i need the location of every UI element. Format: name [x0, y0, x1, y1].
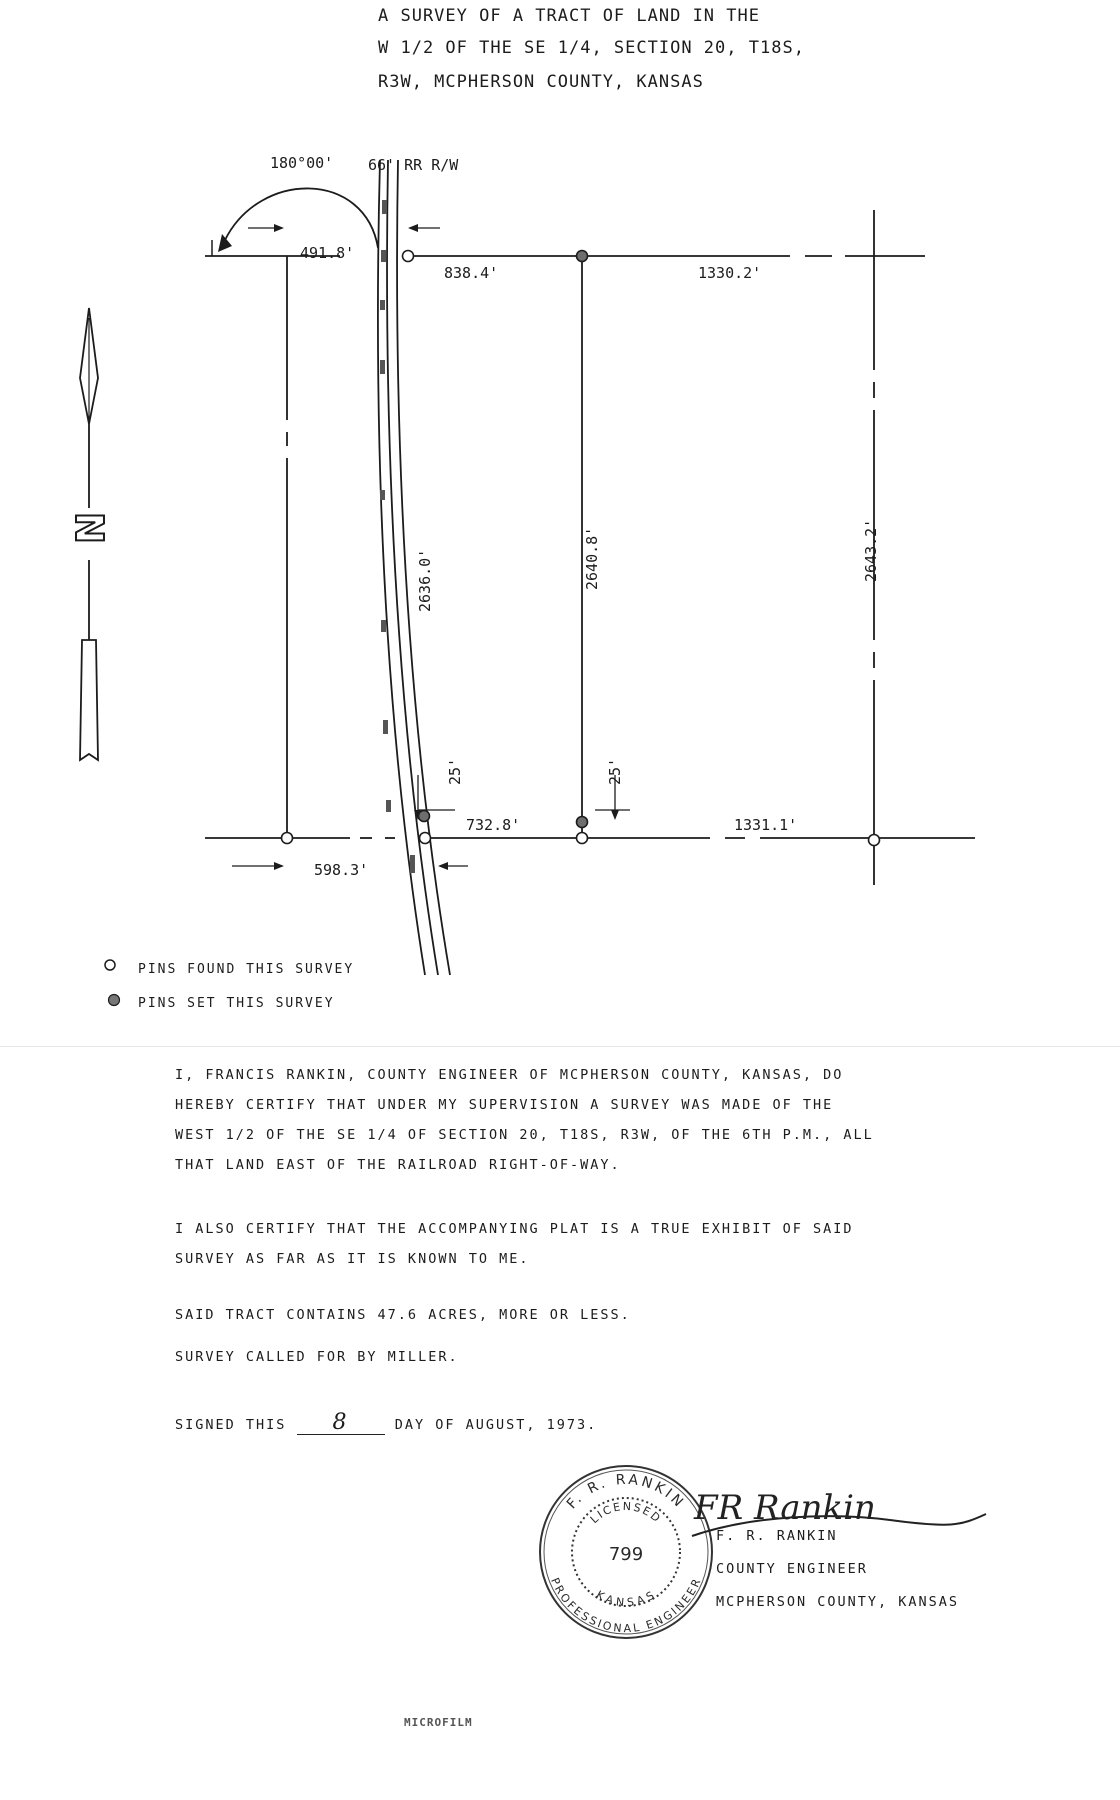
- microfilm-mark: MICROFILM: [404, 1716, 473, 1729]
- signature-county: MCPHERSON COUNTY, KANSAS: [716, 1594, 960, 1610]
- angle-arc: [225, 188, 378, 248]
- offset-right: 25': [606, 757, 624, 785]
- arrow-right-icon: [274, 224, 284, 232]
- arrow-left-icon: [408, 224, 418, 232]
- cert-p2-line-2: SURVEY AS FAR AS IT IS KNOWN TO ME.: [175, 1251, 530, 1267]
- bottom-mid-distance: 732.8': [466, 816, 521, 834]
- seal-outer-bottom: PROFESSIONAL ENGINEER: [548, 1575, 704, 1636]
- pin-set: [577, 817, 588, 828]
- title-line-2: W 1/2 OF THE SE 1/4, SECTION 20, T18S,: [378, 38, 805, 58]
- survey-called-for: SURVEY CALLED FOR BY MILLER.: [175, 1349, 459, 1365]
- north-letter: N: [67, 512, 111, 544]
- signature-name: F. R. RANKIN: [716, 1528, 838, 1544]
- angle-arrow-icon: [218, 234, 232, 252]
- svg-text:KANSAS: [594, 1588, 658, 1609]
- rr-row-label: 66' RR R/W: [368, 156, 459, 174]
- certificate-paragraph-2: [175, 1214, 854, 1274]
- arrow-down-icon: [611, 810, 619, 820]
- pin-found: [420, 833, 431, 844]
- seal-number: 799: [608, 1544, 644, 1565]
- rr-line-length: 2636.0': [416, 548, 434, 612]
- legend-set-label: PINS SET THIS SURVEY: [138, 996, 335, 1011]
- engineer-seal: [536, 1462, 716, 1642]
- legend-pin-set-icon: [109, 995, 120, 1006]
- seal-outer-top: F. R. RANKIN: [563, 1471, 689, 1513]
- signature-script: FR Rankin: [694, 1488, 876, 1528]
- cert-line-2: HEREBY CERTIFY THAT UNDER MY SUPERVISION A SURVEY WAS MADE OF THE: [175, 1097, 834, 1113]
- acreage-statement: SAID TRACT CONTAINS 47.6 ACRES, MORE OR LESS.: [175, 1307, 631, 1323]
- cert-p2-line-1: I ALSO CERTIFY THAT THE ACCOMPANYING PLAT IS A TRUE EXHIBIT OF SAID: [175, 1221, 854, 1237]
- top-mid-distance: 838.4': [444, 264, 499, 282]
- angle-label: 180°00': [270, 154, 334, 172]
- cert-line-3: WEST 1/2 OF THE SE 1/4 OF SECTION 20, T18S, R3W, OF THE 6TH P.M., ALL: [175, 1127, 874, 1143]
- signed-suffix: DAY OF AUGUST, 1973.: [394, 1417, 598, 1433]
- legend-pin-found-icon: [105, 960, 115, 970]
- top-right-distance: 1330.2': [698, 264, 762, 282]
- arrow-left-icon: [438, 862, 448, 870]
- signed-day: 8: [297, 1412, 385, 1435]
- center-line-length: 2640.8': [583, 526, 601, 590]
- pin-found: [403, 251, 414, 262]
- fold-line: [0, 1046, 1120, 1047]
- seal-inner-bottom: KANSAS: [593, 1588, 659, 1610]
- cert-line-4: THAT LAND EAST OF THE RAILROAD RIGHT-OF-WAY.: [175, 1157, 621, 1173]
- legend-found-label: PINS FOUND THIS SURVEY: [138, 962, 355, 977]
- svg-text:PROFESSIONAL ENGINEER: [548, 1576, 704, 1635]
- svg-text:LICENSED: [588, 1500, 664, 1526]
- signature-title: COUNTY ENGINEER: [716, 1561, 868, 1577]
- certificate-paragraph-1: [175, 1060, 874, 1180]
- cert-line-1: I, FRANCIS RANKIN, COUNTY ENGINEER OF MCPHERSON COUNTY, KANSAS, DO: [175, 1067, 844, 1083]
- pin-set: [419, 811, 430, 822]
- arrow-right-icon: [274, 862, 284, 870]
- title-line-1: A SURVEY OF A TRACT OF LAND IN THE: [378, 6, 760, 26]
- bottom-left-distance: 598.3': [314, 861, 369, 879]
- pin-set: [577, 251, 588, 262]
- bottom-right-distance: 1331.1': [734, 816, 798, 834]
- signed-date-line: [175, 1412, 597, 1435]
- top-left-distance: 491.8': [300, 244, 355, 262]
- east-line-length: 2643.2': [862, 518, 880, 582]
- seal-inner-top: LICENSED: [587, 1499, 665, 1527]
- pin-found: [577, 833, 588, 844]
- pin-found: [282, 833, 293, 844]
- pin-found: [869, 835, 880, 846]
- offset-left: 25': [446, 757, 464, 785]
- title-line-3: R3W, MCPHERSON COUNTY, KANSAS: [378, 72, 704, 92]
- signed-prefix: SIGNED THIS: [175, 1417, 287, 1433]
